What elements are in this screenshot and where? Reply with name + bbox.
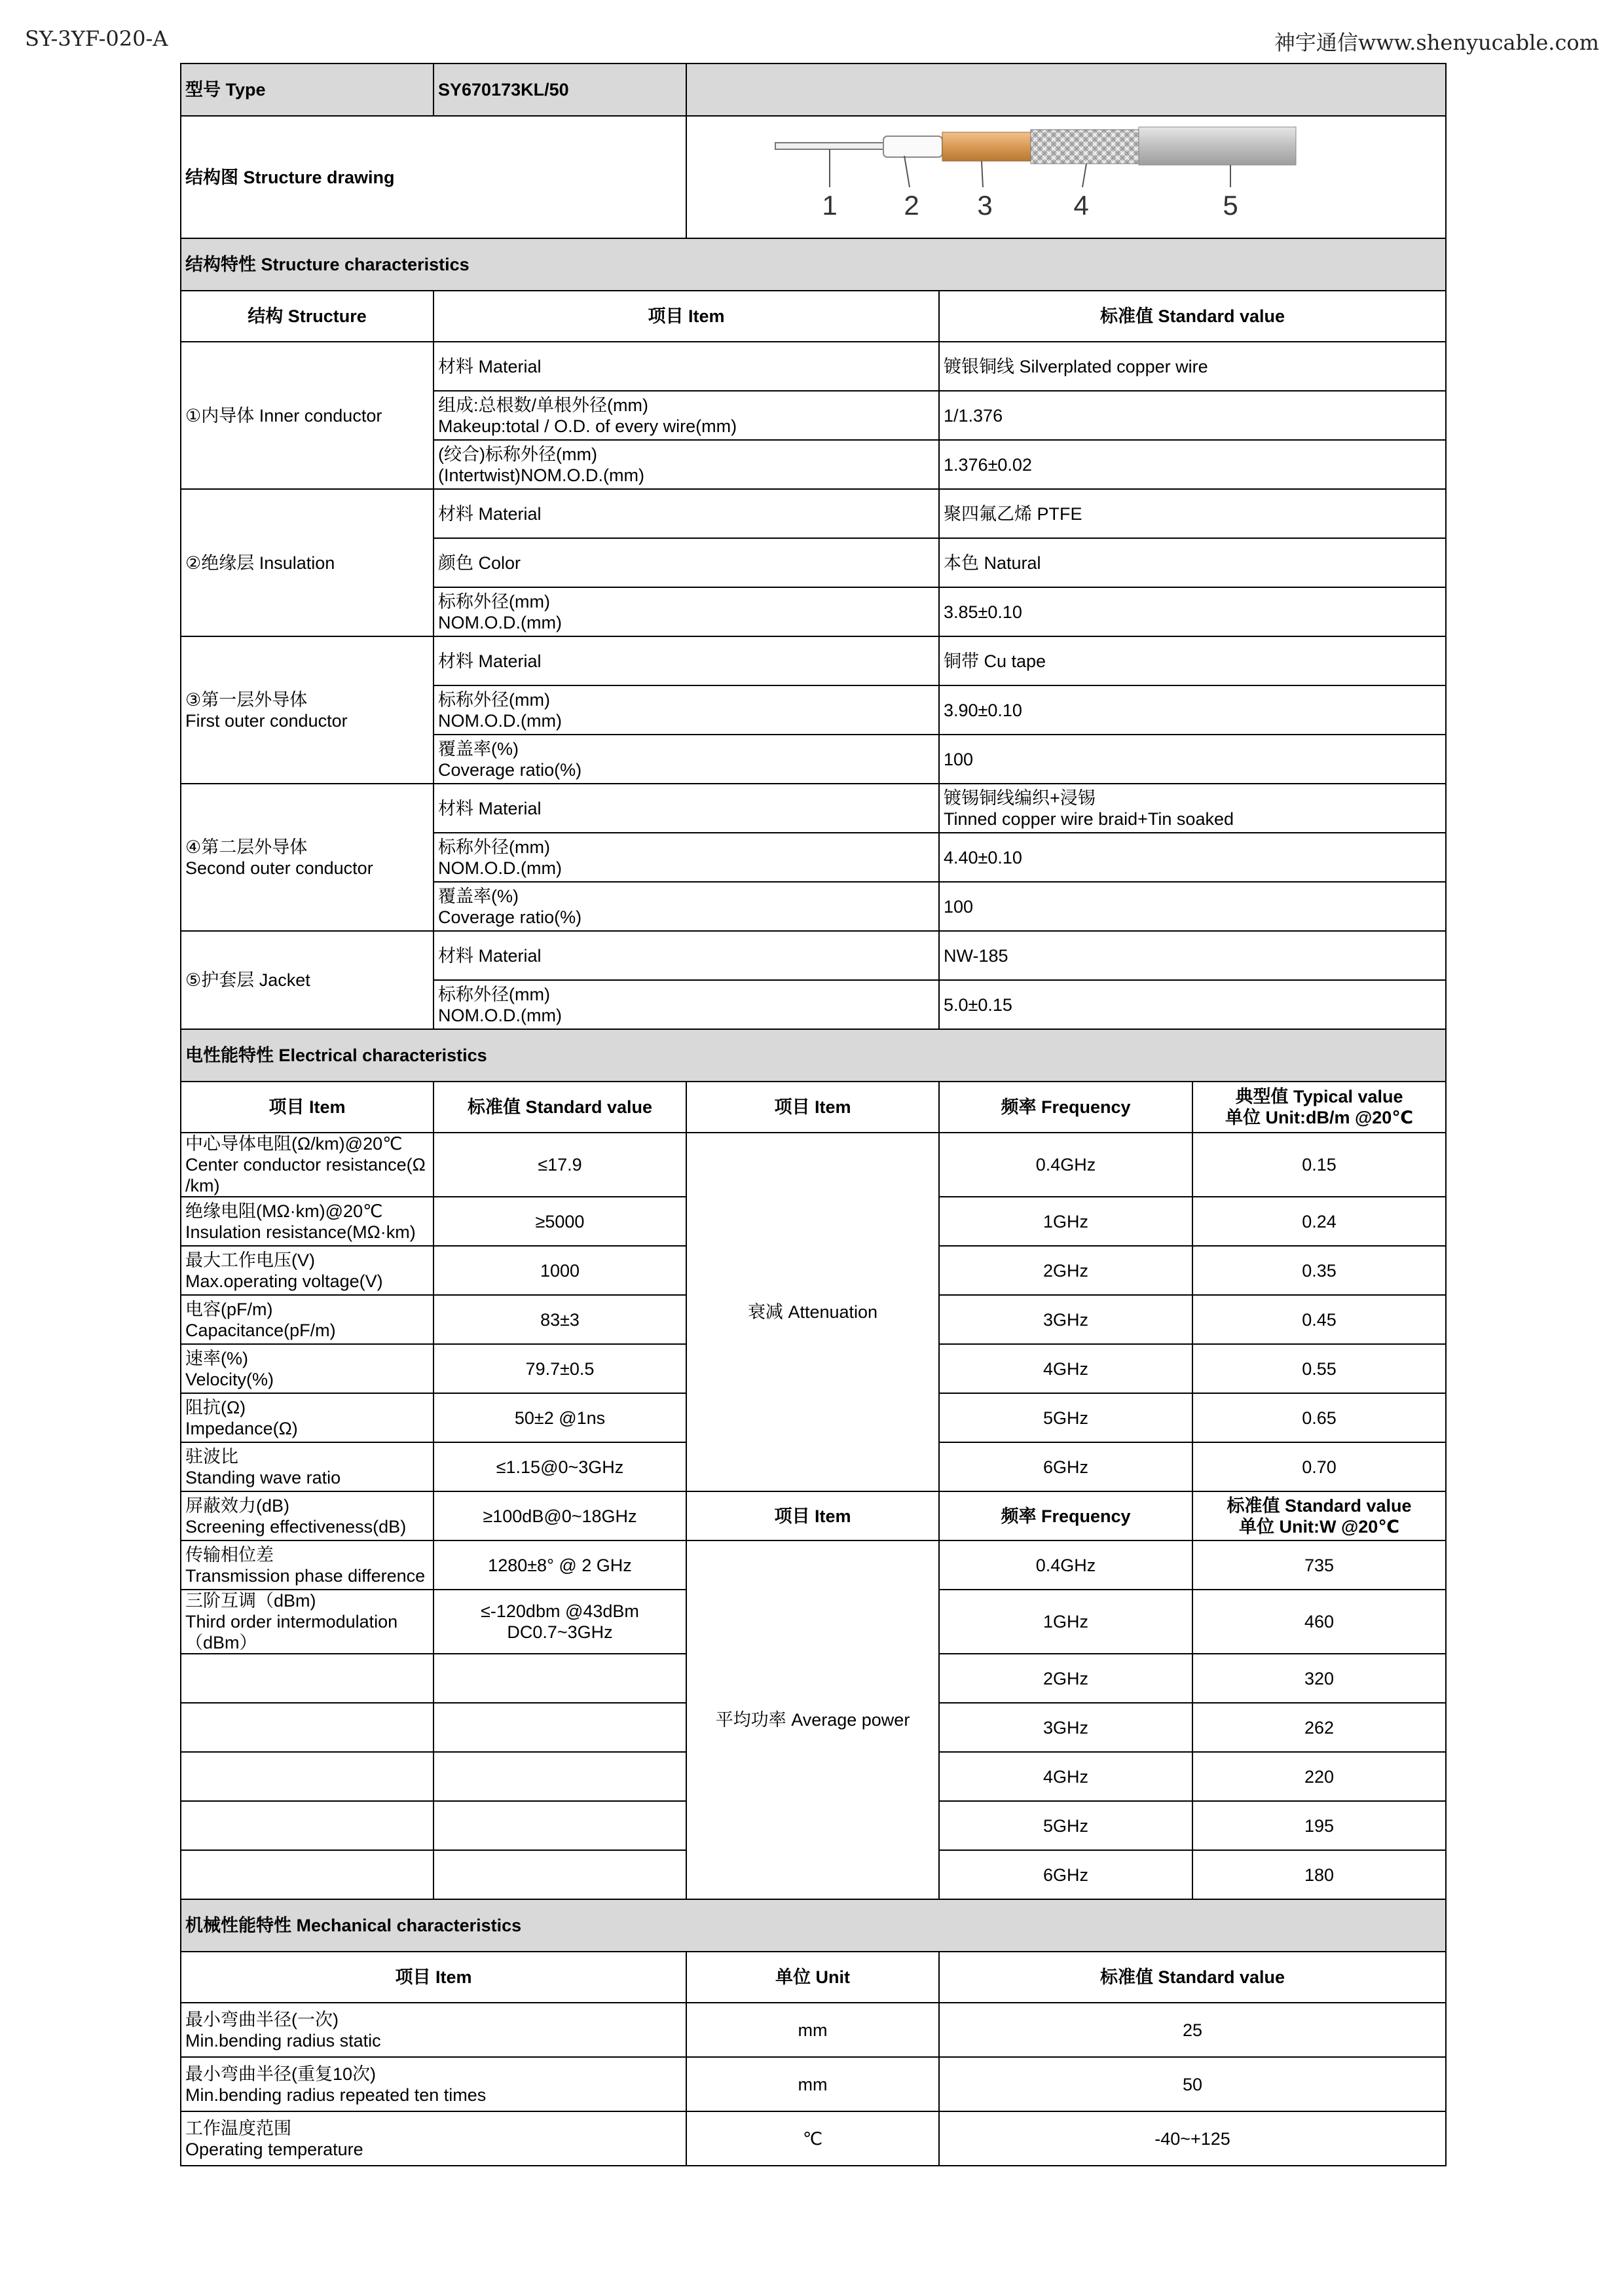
text-line: First outer conductor: [185, 710, 348, 731]
structure-item: [434, 489, 939, 538]
structure-group-name: [181, 931, 434, 1029]
drawing-number-3: 3: [977, 190, 993, 221]
structure-value: [939, 882, 1446, 931]
text-line: 标准值 Standard value: [1227, 1495, 1412, 1516]
text-line: Standing wave ratio: [185, 1467, 341, 1487]
text-line: 1/1.376: [944, 405, 1003, 426]
electrical-item: [181, 1590, 434, 1654]
text-line: 项目 Item: [774, 1097, 851, 1117]
text-line: 镀银铜线 Silverplated copper wire: [944, 356, 1208, 376]
power-frequency: 5GHz: [939, 1801, 1192, 1850]
structure-item: [434, 931, 939, 980]
attenuation-frequency: 0.4GHz: [939, 1133, 1192, 1197]
attenuation-frequency: 2GHz: [939, 1246, 1192, 1295]
electrical-value: [434, 1491, 686, 1540]
attenuation-value: 0.24: [1192, 1197, 1446, 1246]
power-frequency: 3GHz: [939, 1703, 1192, 1752]
structure-value: [939, 538, 1446, 587]
text-line: NOM.O.D.(mm): [438, 1005, 562, 1025]
structure-item: [434, 685, 939, 735]
structure-item: [434, 587, 939, 636]
power-value: 180: [1192, 1850, 1446, 1899]
power-value: 195: [1192, 1801, 1446, 1850]
electrical-item: [181, 1703, 434, 1752]
text-line: 标准值 Standard value: [467, 1097, 653, 1117]
text-line: 标称外径(mm): [438, 984, 550, 1004]
power-value: 262: [1192, 1703, 1446, 1752]
average-power-label: 平均功率 Average power: [686, 1540, 939, 1899]
text-line: Min.bending radius static: [185, 2030, 381, 2050]
text-line: 本色 Natural: [944, 553, 1041, 573]
electrical-value: [434, 1654, 686, 1703]
structure-group-name: [181, 489, 434, 636]
mech-unit: ℃: [686, 2111, 939, 2166]
structure-group-name: [181, 342, 434, 489]
electrical-item: [181, 1752, 434, 1801]
text-line: 材料 Material: [438, 798, 542, 818]
attenuation-label: 衰减 Attenuation: [686, 1133, 939, 1491]
attenuation-value: 0.70: [1192, 1442, 1446, 1491]
text-line: 最大工作电压(V): [185, 1250, 315, 1270]
mech-value: 50: [939, 2057, 1446, 2111]
power-header: [939, 1491, 1192, 1540]
drawing-number-4: 4: [1073, 190, 1089, 221]
structure-value: [939, 735, 1446, 784]
text-line: 单位 Unit:W @20℃: [1239, 1516, 1400, 1537]
text-line: 聚四氟乙烯 PTFE: [944, 503, 1082, 524]
attenuation-frequency: 6GHz: [939, 1442, 1192, 1491]
text-line: 中心导体电阻(Ω/km)@20℃: [185, 1134, 403, 1154]
drawing-label: 结构图 Structure drawing: [181, 116, 686, 238]
drawing-numbers: [822, 190, 1238, 221]
structure-item: [434, 636, 939, 685]
electrical-item: [181, 1344, 434, 1393]
text-line: 颜色 Color: [438, 553, 521, 573]
power-frequency: 1GHz: [939, 1590, 1192, 1654]
attenuation-frequency: 3GHz: [939, 1295, 1192, 1344]
text-line: NOM.O.D.(mm): [438, 612, 562, 632]
structure-value: [939, 980, 1446, 1029]
structure-group-name: [181, 784, 434, 931]
power-value: 460: [1192, 1590, 1446, 1654]
structure-value: [939, 784, 1446, 833]
section-title-mechanical: 机械性能特性 Mechanical characteristics: [181, 1899, 1446, 1952]
power-header: [686, 1491, 939, 1540]
text-line: 屏蔽效力(dB): [185, 1495, 290, 1516]
mech-header-standard-value: 标准值 Standard value: [939, 1952, 1446, 2003]
electrical-value: [434, 1442, 686, 1491]
text-line: 最小弯曲半径(一次): [185, 2009, 339, 2030]
text-line: 4.40±0.10: [944, 847, 1022, 867]
type-label: 型号 Type: [181, 64, 434, 116]
attenuation-value: 0.55: [1192, 1344, 1446, 1393]
mech-unit: mm: [686, 2003, 939, 2057]
electrical-item: [181, 1393, 434, 1442]
structure-item: [434, 833, 939, 882]
mech-item: [181, 2057, 686, 2111]
braid-shape: [1031, 130, 1139, 164]
text-line: Coverage ratio(%): [438, 759, 582, 780]
mech-header-item: 项目 Item: [181, 1952, 686, 2003]
text-line: 5.0±0.15: [944, 994, 1012, 1015]
text-line: 3.85±0.10: [944, 602, 1022, 622]
text-line: 项目 Item: [774, 1506, 851, 1526]
text-line: 传输相位差: [185, 1544, 274, 1565]
structure-item: [434, 342, 939, 391]
electrical-item: [181, 1491, 434, 1540]
mech-item: [181, 2003, 686, 2057]
power-frequency: 2GHz: [939, 1654, 1192, 1703]
structure-value: [939, 440, 1446, 489]
text-line: ⑤护套层 Jacket: [185, 970, 310, 990]
structure-value: [939, 587, 1446, 636]
electrical-value: [434, 1393, 686, 1442]
electrical-value: [434, 1703, 686, 1752]
text-line: Third order intermodulation: [185, 1612, 398, 1631]
electrical-item: [181, 1654, 434, 1703]
text-line: 覆盖率(%): [438, 738, 519, 759]
electrical-value: [434, 1540, 686, 1590]
structure-item: [434, 440, 939, 489]
structure-item: [434, 538, 939, 587]
text-line: 频率 Frequency: [1001, 1506, 1131, 1526]
text-line: 100: [944, 896, 974, 917]
spec-table: [180, 63, 1447, 2166]
electrical-value: [434, 1344, 686, 1393]
text-line: （dBm）: [185, 1633, 257, 1652]
electrical-item: [181, 1197, 434, 1246]
text-line: 覆盖率(%): [438, 886, 519, 906]
text-line: Max.operating voltage(V): [185, 1271, 383, 1291]
electrical-value: [434, 1850, 686, 1899]
inner-conductor-shape: [775, 143, 890, 149]
structure-value: [939, 931, 1446, 980]
text-line: 铜带 Cu tape: [944, 651, 1046, 671]
power-frequency: 0.4GHz: [939, 1540, 1192, 1590]
electrical-item: [181, 1295, 434, 1344]
text-line: 83±3: [540, 1309, 580, 1330]
attenuation-value: 0.45: [1192, 1295, 1446, 1344]
electrical-item: [181, 1850, 434, 1899]
text-line: NW-185: [944, 945, 1008, 966]
insulation-shape: [883, 136, 942, 157]
text-line: NOM.O.D.(mm): [438, 858, 562, 878]
text-line: 材料 Material: [438, 503, 542, 524]
structure-value: [939, 636, 1446, 685]
structure-drawing: [686, 116, 1446, 238]
attenuation-value: 0.65: [1192, 1393, 1446, 1442]
text-line: 材料 Material: [438, 945, 542, 966]
electrical-value: [434, 1197, 686, 1246]
electrical-item: [181, 1133, 434, 1197]
text-line: NOM.O.D.(mm): [438, 710, 562, 731]
text-line: 50±2 @1ns: [514, 1408, 606, 1428]
col-header-standard-value: 标准值 Standard value: [939, 291, 1446, 342]
electrical-header: [686, 1082, 939, 1133]
text-line: Coverage ratio(%): [438, 907, 582, 927]
text-line: Insulation resistance(MΩ·km): [185, 1222, 416, 1242]
text-line: 1000: [540, 1260, 580, 1281]
text-line: 3.90±0.10: [944, 700, 1022, 720]
text-line: /km): [185, 1176, 220, 1195]
structure-value: [939, 833, 1446, 882]
power-value: 735: [1192, 1540, 1446, 1590]
attenuation-frequency: 4GHz: [939, 1344, 1192, 1393]
company-website: 神宇通信www.shenyucable.com: [1274, 30, 1599, 55]
drawing-number-1: 1: [822, 190, 838, 221]
structure-value: [939, 391, 1446, 440]
mech-unit: mm: [686, 2057, 939, 2111]
mech-item: [181, 2111, 686, 2166]
text-line: 工作温度范围: [185, 2118, 291, 2138]
text-line: ④第二层外导体: [185, 837, 308, 857]
text-line: Screening effectiveness(dB): [185, 1516, 407, 1537]
col-header-item: 项目 Item: [434, 291, 939, 342]
electrical-value: [434, 1590, 686, 1654]
power-frequency: 4GHz: [939, 1752, 1192, 1801]
document-code: SY-3YF-020-A: [25, 26, 168, 51]
drawing-number-2: 2: [904, 190, 919, 221]
text-line: Center conductor resistance(Ω: [185, 1155, 426, 1175]
attenuation-frequency: 5GHz: [939, 1393, 1192, 1442]
text-line: Min.bending radius repeated ten times: [185, 2085, 487, 2105]
text-line: 79.7±0.5: [525, 1358, 595, 1379]
copper-tape-shape: [942, 132, 1031, 161]
electrical-item: [181, 1801, 434, 1850]
structure-group-name: [181, 636, 434, 784]
text-line: (绞合)标称外径(mm): [438, 444, 597, 464]
structure-item: [434, 735, 939, 784]
text-line: Velocity(%): [185, 1369, 274, 1389]
text-line: 1.376±0.02: [944, 454, 1032, 475]
electrical-item: [181, 1442, 434, 1491]
text-line: ≥5000: [535, 1211, 585, 1231]
attenuation-value: 0.35: [1192, 1246, 1446, 1295]
jacket-shape: [1139, 127, 1296, 165]
text-line: ≤-120dbm @43dBm: [481, 1601, 639, 1621]
structure-item: [434, 784, 939, 833]
power-value: 220: [1192, 1752, 1446, 1801]
text-line: Transmission phase difference: [185, 1565, 426, 1586]
power-value: 320: [1192, 1654, 1446, 1703]
electrical-value: [434, 1133, 686, 1197]
electrical-header: [434, 1082, 686, 1133]
text-line: 标称外径(mm): [438, 837, 550, 857]
power-header: [1192, 1491, 1446, 1540]
text-line: Capacitance(pF/m): [185, 1320, 336, 1340]
drawing-number-5: 5: [1223, 190, 1238, 221]
text-line: ≥100dB@0~18GHz: [483, 1506, 637, 1526]
section-title-electrical: 电性能特性 Electrical characteristics: [181, 1029, 1446, 1082]
text-line: Makeup:total / O.D. of every wire(mm): [438, 416, 737, 436]
text-line: 阻抗(Ω): [185, 1397, 246, 1417]
type-value: SY670173KL/50: [434, 64, 686, 116]
text-line: 单位 Unit:dB/m @20℃: [1225, 1108, 1414, 1127]
text-line: 频率 Frequency: [1001, 1097, 1131, 1117]
structure-item: [434, 980, 939, 1029]
electrical-header: [1192, 1082, 1446, 1133]
structure-item: [434, 391, 939, 440]
text-line: ≤1.15@0~3GHz: [496, 1457, 624, 1477]
text-line: 组成:总根数/单根外径(mm): [438, 395, 648, 415]
electrical-item: [181, 1540, 434, 1590]
electrical-value: [434, 1752, 686, 1801]
text-line: 镀锡铜线编织+浸锡: [944, 788, 1096, 808]
text-line: ②绝缘层 Insulation: [185, 553, 335, 573]
text-line: 100: [944, 749, 974, 769]
text-line: Second outer conductor: [185, 858, 373, 878]
text-line: 材料 Material: [438, 356, 542, 376]
electrical-header: [939, 1082, 1192, 1133]
section-title-structure: 结构特性 Structure characteristics: [181, 238, 1446, 291]
text-line: DC0.7~3GHz: [507, 1622, 613, 1642]
mech-value: 25: [939, 2003, 1446, 2057]
text-line: 材料 Material: [438, 651, 542, 671]
text-line: 三阶互调（dBm): [185, 1591, 316, 1611]
text-line: 速率(%): [185, 1348, 248, 1368]
structure-value: [939, 489, 1446, 538]
electrical-header: [181, 1082, 434, 1133]
text-line: Impedance(Ω): [185, 1418, 298, 1438]
power-frequency: 6GHz: [939, 1850, 1192, 1899]
structure-item: [434, 882, 939, 931]
cable-drawing: [687, 117, 1445, 233]
electrical-value: [434, 1246, 686, 1295]
text-line: 标称外径(mm): [438, 591, 550, 611]
text-line: (Intertwist)NOM.O.D.(mm): [438, 465, 644, 485]
attenuation-value: 0.15: [1192, 1133, 1446, 1197]
text-line: ①内导体 Inner conductor: [185, 405, 382, 426]
electrical-value: [434, 1801, 686, 1850]
text-line: 驻波比: [185, 1446, 238, 1467]
text-line: 1280±8° @ 2 GHz: [488, 1555, 632, 1575]
text-line: 电容(pF/m): [185, 1299, 273, 1319]
mech-header-unit: 单位 Unit: [686, 1952, 939, 2003]
structure-value: [939, 342, 1446, 391]
text-line: 标称外径(mm): [438, 689, 550, 710]
structure-value: [939, 685, 1446, 735]
text-line: ≤17.9: [538, 1155, 582, 1175]
col-header-structure: 结构 Structure: [181, 291, 434, 342]
type-blank: [686, 64, 1446, 116]
mech-value: -40~+125: [939, 2111, 1446, 2166]
text-line: 绝缘电阻(MΩ·km)@20℃: [185, 1201, 383, 1221]
text-line: Tinned copper wire braid+Tin soaked: [944, 809, 1234, 829]
attenuation-frequency: 1GHz: [939, 1197, 1192, 1246]
text-line: 最小弯曲半径(重复10次): [185, 2064, 377, 2084]
electrical-item: [181, 1246, 434, 1295]
electrical-value: [434, 1295, 686, 1344]
text-line: 典型值 Typical value: [1235, 1087, 1403, 1106]
text-line: Operating temperature: [185, 2139, 363, 2159]
text-line: 项目 Item: [268, 1097, 346, 1117]
text-line: ③第一层外导体: [185, 689, 308, 710]
